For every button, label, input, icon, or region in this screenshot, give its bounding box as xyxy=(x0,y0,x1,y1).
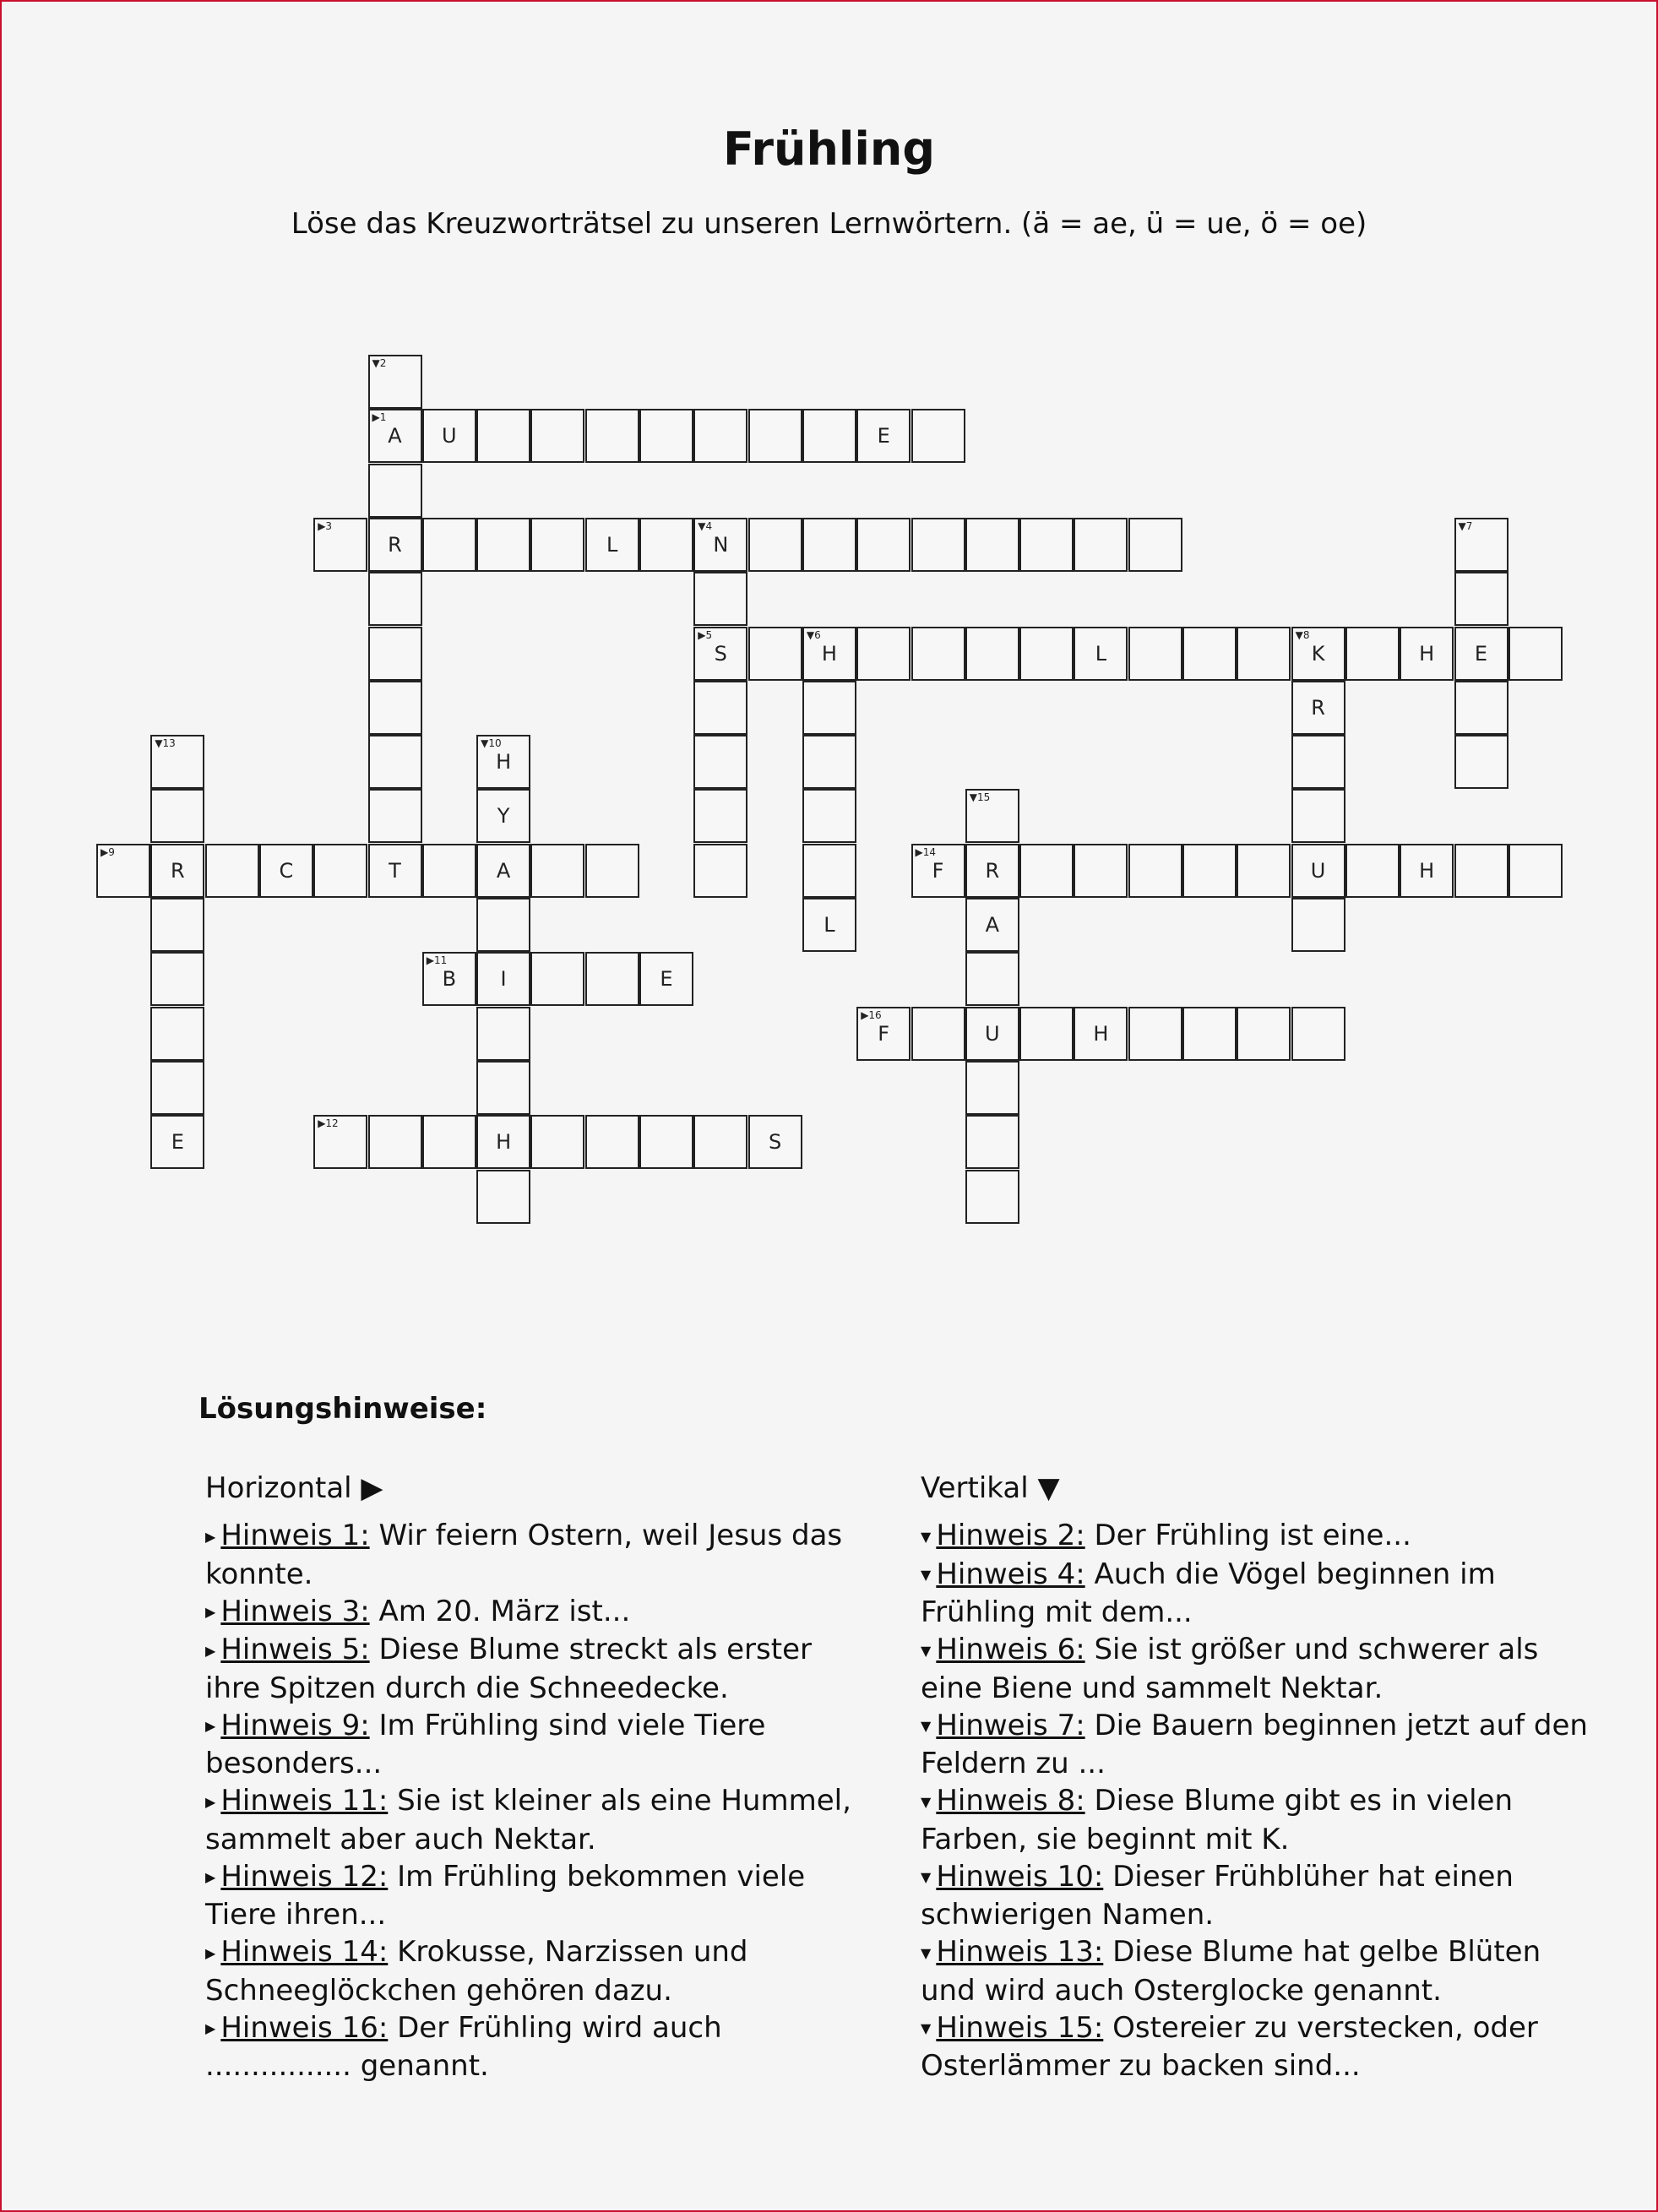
arrow-right-icon: ▶ xyxy=(698,628,706,641)
crossword-cell[interactable] xyxy=(422,518,476,572)
clue-text: Der Frühling ist eine... xyxy=(1084,1519,1411,1552)
crossword-cell[interactable] xyxy=(965,789,1019,843)
crossword-cell[interactable] xyxy=(1345,844,1400,898)
crossword-cell[interactable] xyxy=(911,844,965,898)
clue-number xyxy=(372,358,387,368)
clue-number-text: 11 xyxy=(434,954,448,967)
clue-text: Diese Blume hat gelbe Blüten und wird auch Osterglocke genannt. xyxy=(921,1935,1541,2008)
cell-letter: T xyxy=(389,858,401,883)
crossword-cell[interactable] xyxy=(205,844,259,898)
crossword-cell[interactable] xyxy=(693,735,747,789)
crossword-cell[interactable] xyxy=(1291,789,1345,843)
cell-letter: H xyxy=(496,1130,512,1155)
crossword-cell[interactable] xyxy=(965,1115,1019,1169)
crossword-cell[interactable] xyxy=(911,627,965,681)
clue-text: Die Bauern beginnen jetzt auf den Feldern zu ... xyxy=(921,1708,1588,1780)
crossword-cell[interactable] xyxy=(368,572,422,626)
clue-number-text: 13 xyxy=(162,737,176,750)
crossword-cell[interactable] xyxy=(1237,844,1291,898)
crossword-cell[interactable] xyxy=(693,789,747,843)
clue-text: Sie ist kleiner als eine Hummel, sammelt aber auch Nektar. xyxy=(205,1784,851,1856)
crossword-cell[interactable] xyxy=(150,735,204,789)
clue-key: Hinweis 13: xyxy=(936,1935,1104,1969)
crossword-cell[interactable] xyxy=(856,627,911,681)
crossword-cell[interactable] xyxy=(639,409,693,463)
clue-number-text: 12 xyxy=(325,1117,339,1130)
crossword-cell[interactable] xyxy=(693,518,747,572)
crossword-cell[interactable] xyxy=(1128,627,1182,681)
clue-item xyxy=(205,1707,872,1783)
clue-key: Hinweis 6: xyxy=(936,1633,1085,1666)
clue-key: Hinweis 14: xyxy=(220,1935,389,1969)
crossword-cell[interactable] xyxy=(965,1061,1019,1115)
crossword-cell[interactable] xyxy=(422,1115,476,1169)
crossword-cell[interactable] xyxy=(748,1115,802,1169)
crossword-cell[interactable] xyxy=(856,1007,911,1061)
clue-number-text: 1 xyxy=(379,411,387,424)
clue-item xyxy=(205,1593,872,1632)
crossword-cell[interactable] xyxy=(530,518,584,572)
crossword-cell[interactable] xyxy=(1509,627,1563,681)
cell-letter: E xyxy=(171,1130,184,1155)
crossword-cell[interactable] xyxy=(1074,627,1128,681)
cell-letter: U xyxy=(1310,858,1326,883)
clue-item xyxy=(205,2009,872,2085)
crossword-cell[interactable] xyxy=(476,518,530,572)
crossword-cell[interactable] xyxy=(368,735,422,789)
crossword-cell[interactable] xyxy=(911,1007,965,1061)
triangle-right-icon: ▶ xyxy=(205,1944,216,1961)
crossword-cell[interactable] xyxy=(368,681,422,735)
crossword-cell[interactable] xyxy=(1237,1007,1291,1061)
crossword-cell[interactable] xyxy=(693,681,747,735)
triangle-down-icon: ▼ xyxy=(921,1718,932,1734)
crossword-cell[interactable] xyxy=(748,409,802,463)
cell-letter: S xyxy=(768,1130,782,1155)
clue-key: Hinweis 12: xyxy=(220,1859,389,1894)
clue-key: Hinweis 3: xyxy=(220,1594,370,1628)
clue-text: Wir feiern Ostern, weil Jesus das konnte. xyxy=(205,1519,843,1591)
clue-item xyxy=(205,1782,872,1858)
crossword-cell[interactable] xyxy=(1454,518,1509,572)
clue-key: Hinweis 1: xyxy=(220,1519,370,1552)
crossword-cell[interactable] xyxy=(530,409,584,463)
clue-key: Hinweis 9: xyxy=(220,1708,370,1742)
crossword-cell[interactable] xyxy=(368,518,422,572)
triangle-right-icon: ▶ xyxy=(205,1869,216,1885)
clue-number xyxy=(970,792,991,802)
triangle-right-icon: ▶ xyxy=(205,1718,216,1734)
crossword-cell[interactable] xyxy=(693,572,747,626)
vertical-heading: Vertikal ▼ xyxy=(921,1471,1060,1505)
crossword-cell[interactable] xyxy=(150,898,204,952)
crossword-cell[interactable] xyxy=(1128,844,1182,898)
crossword-cell[interactable] xyxy=(1454,735,1509,789)
clue-number xyxy=(481,738,502,748)
clue-key: Hinweis 5: xyxy=(220,1633,370,1666)
crossword-cell[interactable] xyxy=(368,464,422,518)
cell-letter: U xyxy=(442,424,457,448)
crossword-cell[interactable] xyxy=(422,952,476,1006)
clue-number-text: 3 xyxy=(325,519,333,532)
crossword-cell[interactable] xyxy=(911,518,965,572)
cell-letter: H xyxy=(496,750,512,774)
crossword-cell[interactable] xyxy=(802,627,856,681)
crossword-cell[interactable] xyxy=(965,898,1019,952)
crossword-cell[interactable] xyxy=(1291,681,1345,735)
crossword-cell[interactable] xyxy=(476,1115,530,1169)
triangle-right-icon: ▶ xyxy=(205,2020,216,2036)
crossword-cell[interactable] xyxy=(1019,518,1074,572)
clue-number xyxy=(698,630,712,640)
crossword-cell[interactable] xyxy=(1128,518,1182,572)
crossword-cell[interactable] xyxy=(1291,1007,1345,1061)
crossword-cell[interactable] xyxy=(965,518,1019,572)
crossword-cell[interactable] xyxy=(368,789,422,843)
clue-number-text: 6 xyxy=(814,628,821,641)
crossword-cell[interactable] xyxy=(150,952,204,1006)
crossword-cell[interactable] xyxy=(1291,735,1345,789)
cell-letter: R xyxy=(170,858,185,883)
clue-key: Hinweis 15: xyxy=(936,2010,1104,2045)
cell-letter: S xyxy=(714,641,727,666)
clue-number xyxy=(318,1118,339,1128)
crossword-cell[interactable] xyxy=(585,518,639,572)
cell-letter: R xyxy=(388,532,402,557)
crossword-cell[interactable] xyxy=(585,844,639,898)
crossword-cell[interactable] xyxy=(530,952,584,1006)
arrow-down-icon: ▼ xyxy=(969,791,978,804)
cell-letter: H xyxy=(1093,1021,1109,1046)
clue-text: Ostereier zu verstecken, oder Osterlämmer zu backen sind... xyxy=(921,2010,1538,2083)
clue-number xyxy=(427,955,448,965)
crossword-cell[interactable] xyxy=(1454,627,1509,681)
clue-number xyxy=(916,847,937,857)
clue-item xyxy=(921,1782,1588,1858)
crossword-cell[interactable] xyxy=(1182,627,1237,681)
crossword-cell[interactable] xyxy=(802,409,856,463)
arrow-down-icon: ▼ xyxy=(698,519,706,532)
crossword-cell[interactable] xyxy=(748,518,802,572)
cell-letter: E xyxy=(877,424,890,448)
crossword-cell[interactable] xyxy=(476,952,530,1006)
clue-item xyxy=(205,1517,872,1593)
crossword-cell[interactable] xyxy=(585,1115,639,1169)
cell-letter: E xyxy=(1474,641,1488,666)
crossword-cell[interactable] xyxy=(965,1170,1019,1224)
crossword-cell[interactable] xyxy=(422,409,476,463)
crossword-cell[interactable] xyxy=(150,1061,204,1115)
clue-text: Diese Blume gibt es in vielen Farben, sie beginnt mit K. xyxy=(921,1784,1514,1856)
clue-item xyxy=(921,2009,1588,2085)
clue-text: Auch die Vögel beginnen im Frühling mit dem... xyxy=(921,1557,1496,1629)
triangle-down-icon: ▼ xyxy=(921,1567,932,1583)
arrow-down-icon: ▼ xyxy=(806,628,815,641)
clue-text: Der Frühling wird auch ................ genannt. xyxy=(205,2010,722,2083)
triangle-right-icon: ▶ xyxy=(205,1642,216,1659)
crossword-cell[interactable] xyxy=(368,1115,422,1169)
clue-item xyxy=(921,1933,1588,2009)
crossword-cell[interactable] xyxy=(585,952,639,1006)
arrow-right-icon: ▶ xyxy=(318,519,326,532)
crossword-cell[interactable] xyxy=(476,1007,530,1061)
clue-key: Hinweis 16: xyxy=(220,2010,389,2045)
triangle-down-icon: ▼ xyxy=(921,1642,932,1659)
crossword-cell[interactable] xyxy=(368,409,422,463)
crossword-cell[interactable] xyxy=(802,844,856,898)
crossword-cell[interactable] xyxy=(1074,1007,1128,1061)
cell-letter: I xyxy=(500,967,507,992)
clue-number xyxy=(698,521,712,531)
crossword-cell[interactable] xyxy=(1019,627,1074,681)
crossword-cell[interactable] xyxy=(476,1061,530,1115)
crossword-cell[interactable] xyxy=(693,844,747,898)
crossword-cell[interactable] xyxy=(1400,844,1454,898)
clue-number xyxy=(101,847,115,857)
crossword-cell[interactable] xyxy=(802,735,856,789)
cell-letter: R xyxy=(985,858,1000,883)
crossword-cell[interactable] xyxy=(530,844,584,898)
clue-number-text: 10 xyxy=(488,737,502,750)
crossword-cell[interactable] xyxy=(1345,627,1400,681)
crossword-cell[interactable] xyxy=(1074,844,1128,898)
cell-letter: A xyxy=(985,913,999,937)
triangle-right-icon: ▶ xyxy=(205,1793,216,1810)
cell-letter: E xyxy=(660,967,673,992)
crossword-cell[interactable] xyxy=(802,681,856,735)
cell-letter: Y xyxy=(497,804,510,829)
crossword-cell[interactable] xyxy=(965,952,1019,1006)
crossword-cell[interactable] xyxy=(476,1170,530,1224)
crossword-cell[interactable] xyxy=(1019,844,1074,898)
crossword-cell[interactable] xyxy=(965,627,1019,681)
clue-key: Hinweis 7: xyxy=(936,1708,1085,1742)
page-title: Frühling xyxy=(722,122,936,176)
clue-text: Krokusse, Narzissen und Schneeglöckchen gehören dazu. xyxy=(205,1935,748,2008)
cell-letter: N xyxy=(713,532,729,557)
arrow-down-icon: ▼ xyxy=(1295,628,1303,641)
arrow-right-icon: ▶ xyxy=(101,845,109,858)
crossword-cell[interactable] xyxy=(476,789,530,843)
crossword-cell[interactable] xyxy=(1074,518,1128,572)
cell-letter: K xyxy=(1311,641,1325,666)
crossword-cell[interactable] xyxy=(1128,1007,1182,1061)
crossword-cell[interactable] xyxy=(1454,572,1509,626)
cell-letter: R xyxy=(1311,695,1325,720)
clue-number xyxy=(807,630,821,640)
horizontal-heading: Horizontal ▶ xyxy=(205,1471,383,1505)
solution-heading: Lösungshinweise: xyxy=(198,1392,487,1426)
clue-number-text: 16 xyxy=(868,1008,882,1021)
clue-text: Im Frühling bekommen viele Tiere ihren... xyxy=(205,1859,806,1932)
crossword-cell[interactable] xyxy=(693,409,747,463)
clue-item xyxy=(921,1556,1588,1632)
clue-item xyxy=(205,1631,872,1707)
crossword-cell[interactable] xyxy=(1291,844,1345,898)
crossword-cell[interactable] xyxy=(1291,627,1345,681)
instructions: Löse das Kreuzworträtsel zu unseren Lernwörtern. (ä = ae, ü = ue, ö = oe) xyxy=(291,207,1367,241)
cell-letter: H xyxy=(1419,858,1435,883)
crossword-cell[interactable] xyxy=(259,844,313,898)
crossword-cell[interactable] xyxy=(1454,844,1509,898)
crossword-cell[interactable] xyxy=(856,518,911,572)
cell-letter: L xyxy=(606,532,618,557)
clue-text: Im Frühling sind viele Tiere besonders... xyxy=(205,1708,766,1780)
crossword-cell[interactable] xyxy=(1019,1007,1074,1061)
crossword-cell[interactable] xyxy=(313,1115,367,1169)
crossword-cell[interactable] xyxy=(368,627,422,681)
crossword-cell[interactable] xyxy=(639,518,693,572)
crossword-cell[interactable] xyxy=(476,898,530,952)
crossword-cell[interactable] xyxy=(1182,1007,1237,1061)
clue-number-text: 14 xyxy=(922,845,937,858)
crossword-cell[interactable] xyxy=(1291,898,1345,952)
cell-letter: L xyxy=(1095,641,1107,666)
cell-letter: B xyxy=(442,967,457,992)
crossword-cell[interactable] xyxy=(476,409,530,463)
clue-key: Hinweis 11: xyxy=(220,1784,389,1818)
arrow-right-icon: ▶ xyxy=(372,411,380,424)
triangle-down-icon: ▼ xyxy=(921,2020,932,2036)
clue-number xyxy=(372,412,387,422)
crossword-cell[interactable] xyxy=(856,409,911,463)
crossword-cell[interactable] xyxy=(802,518,856,572)
clue-item xyxy=(921,1631,1588,1707)
crossword-cell[interactable] xyxy=(965,844,1019,898)
crossword-cell[interactable] xyxy=(368,844,422,898)
arrow-right-icon: ▶ xyxy=(861,1008,869,1021)
crossword-cell[interactable] xyxy=(1400,627,1454,681)
clue-item xyxy=(921,1707,1588,1783)
clue-number-text: 15 xyxy=(977,791,991,804)
cell-letter: U xyxy=(985,1021,1000,1046)
clue-key: Hinweis 4: xyxy=(936,1557,1085,1591)
triangle-right-icon: ▶ xyxy=(205,1604,216,1620)
crossword-cell[interactable] xyxy=(476,844,530,898)
clue-item xyxy=(921,1858,1588,1934)
crossword-cell[interactable] xyxy=(313,518,367,572)
clue-number xyxy=(1296,630,1310,640)
clue-number xyxy=(155,738,176,748)
crossword-cell[interactable] xyxy=(1182,844,1237,898)
crossword-cell[interactable] xyxy=(96,844,150,898)
triangle-down-icon: ▼ xyxy=(921,1944,932,1961)
crossword-cell[interactable] xyxy=(150,789,204,843)
clue-number-text: 5 xyxy=(705,628,713,641)
clue-number-text: 2 xyxy=(379,357,387,369)
cell-letter: H xyxy=(821,641,837,666)
clue-key: Hinweis 10: xyxy=(936,1859,1104,1894)
arrow-right-icon: ▶ xyxy=(915,845,923,858)
cell-letter: A xyxy=(388,424,402,448)
crossword-cell[interactable] xyxy=(150,844,204,898)
crossword-cell[interactable] xyxy=(150,1007,204,1061)
crossword-cell[interactable] xyxy=(911,409,965,463)
clue-number xyxy=(861,1010,882,1020)
clue-item xyxy=(921,1517,1588,1556)
clue-item xyxy=(205,1933,872,2009)
arrow-down-icon: ▼ xyxy=(372,357,380,369)
clue-item xyxy=(205,1858,872,1934)
crossword-cell[interactable] xyxy=(1509,844,1563,898)
clue-number-text: 9 xyxy=(108,845,115,858)
horizontal-clues xyxy=(205,1470,872,2084)
crossword-cell[interactable] xyxy=(802,898,856,952)
clue-text: Diese Blume streckt als erster ihre Spitzen durch die Schneedecke. xyxy=(205,1633,812,1705)
crossword-cell[interactable] xyxy=(1454,681,1509,735)
crossword-cell[interactable] xyxy=(530,1115,584,1169)
crossword-cell[interactable] xyxy=(368,355,422,409)
clue-number-text: 7 xyxy=(1465,519,1473,532)
crossword-cell[interactable] xyxy=(150,1115,204,1169)
crossword-cell[interactable] xyxy=(802,789,856,843)
arrow-right-icon: ▶ xyxy=(318,1117,326,1130)
crossword-cell[interactable] xyxy=(639,1115,693,1169)
crossword-cell[interactable] xyxy=(1237,627,1291,681)
cell-letter: C xyxy=(279,858,294,883)
triangle-down-icon: ▼ xyxy=(921,1793,932,1810)
clue-key: Hinweis 2: xyxy=(936,1519,1085,1552)
clue-text: Dieser Frühblüher hat einen schwierigen Namen. xyxy=(921,1859,1514,1932)
clue-number-text: 4 xyxy=(705,519,713,532)
cell-letter: H xyxy=(1419,641,1435,666)
cell-letter: L xyxy=(824,913,835,937)
arrow-down-icon: ▼ xyxy=(481,737,489,750)
crossword-cell[interactable] xyxy=(693,1115,747,1169)
crossword-cell[interactable] xyxy=(585,409,639,463)
triangle-down-icon: ▼ xyxy=(921,1869,932,1885)
crossword-cell[interactable] xyxy=(313,844,367,898)
crossword-cell[interactable] xyxy=(693,627,747,681)
triangle-down-icon: ▼ xyxy=(921,1528,932,1545)
cell-letter: F xyxy=(878,1021,890,1046)
crossword-cell[interactable] xyxy=(965,1007,1019,1061)
clue-text: Am 20. März ist... xyxy=(369,1594,631,1628)
arrow-right-icon: ▶ xyxy=(426,954,435,967)
cell-letter: A xyxy=(496,858,511,883)
clue-number xyxy=(318,521,332,531)
triangle-right-icon: ▶ xyxy=(205,1528,216,1545)
arrow-down-icon: ▼ xyxy=(155,737,163,750)
cell-letter: F xyxy=(932,858,944,883)
arrow-down-icon: ▼ xyxy=(1458,519,1466,532)
clue-number-text: 8 xyxy=(1302,628,1310,641)
crossword-cell[interactable] xyxy=(639,952,693,1006)
clue-text: Sie ist größer und schwerer als eine Biene und sammelt Nektar. xyxy=(921,1633,1539,1705)
clue-key: Hinweis 8: xyxy=(936,1784,1085,1818)
crossword-cell[interactable] xyxy=(748,627,802,681)
clue-number xyxy=(1459,521,1473,531)
crossword-cell[interactable] xyxy=(476,735,530,789)
vertical-clues xyxy=(921,1470,1588,2084)
crossword-cell[interactable] xyxy=(422,844,476,898)
